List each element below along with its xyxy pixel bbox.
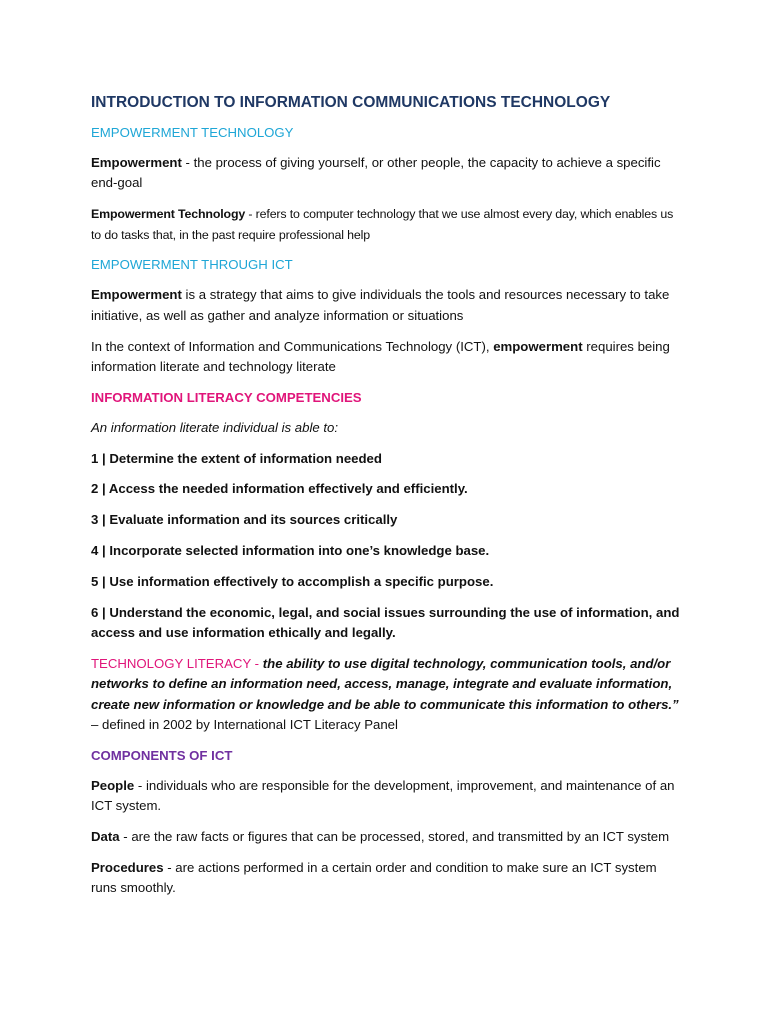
competency-item-3: 3 | Evaluate information and its sources critically <box>91 512 398 528</box>
section-heading-components-of-ict: COMPONENTS OF ICT <box>91 747 233 763</box>
competency-item-6: 6 | Understand the economic, legal, and social issues surrounding the use of information, and access and use information ethically and legally. <box>91 604 680 640</box>
ict-context-text-after: requires being information literate and technology literate <box>91 338 670 375</box>
paragraph-component-data <box>91 827 682 847</box>
document-title: INTRODUCTION TO INFORMATION COMMUNICATIONS TECHNOLOGY <box>91 94 611 111</box>
paragraph-component-people <box>91 776 682 817</box>
paragraph-ict-context <box>91 337 682 378</box>
section-heading-empowerment-technology: EMPOWERMENT TECHNOLOGY <box>91 125 294 140</box>
term-people: People <box>91 777 135 793</box>
competency-item-5: 5 | Use information effectively to accomplish a specific purpose. <box>91 573 494 589</box>
technology-literacy-dash: - <box>251 655 263 671</box>
people-definition-text: - individuals who are responsible for the development, improvement, and maintenance of an ICT system. <box>91 777 675 814</box>
competency-item-4: 4 | Incorporate selected information into one’s knowledge base. <box>91 543 490 558</box>
section-heading-empowerment-through-ict: EMPOWERMENT THROUGH ICT <box>91 257 293 273</box>
technology-literacy-definition: the ability to use digital technology, communication tools, and/or networks to define an information need, access, manage, integrate and evaluate information, create new information or knowledge and be able to communicate this information to others.” <box>91 655 679 712</box>
term-empowerment-technology: Empowerment Technology <box>91 207 246 222</box>
paragraph-technology-literacy <box>91 654 682 736</box>
term-procedures: Procedures <box>91 859 164 875</box>
empowerment-technology-definition-text: - refers to computer technology that we use almost every day, which enables us to do tasks that, in the past require professional help <box>91 207 674 242</box>
paragraph-empowerment-technology-definition <box>91 204 682 245</box>
procedures-definition-text: - are actions performed in a certain order and condition to make sure an ICT system runs smoothly. <box>91 859 657 896</box>
empowerment-strategy-text: is a strategy that aims to give individuals the tools and resources necessary to take initiative, as well as gather and analyze information or situations <box>91 287 670 323</box>
empowerment-definition-text: - the process of giving yourself, or other people, the capacity to achieve a specific end-goal <box>91 155 661 191</box>
term-empowerment-inline: empowerment <box>493 338 583 354</box>
ict-context-text-before: In the context of Information and Communications Technology (ICT), <box>91 338 494 354</box>
term-empowerment: Empowerment <box>91 155 182 170</box>
competency-item-1: 1 | Determine the extent of information needed <box>91 450 382 466</box>
information-literacy-intro: An information literate individual is able to: <box>91 419 339 435</box>
paragraph-empowerment-definition <box>91 153 682 194</box>
technology-literacy-attribution: – defined in 2002 by International ICT Literacy Panel <box>91 717 398 733</box>
paragraph-empowerment-strategy <box>91 285 682 326</box>
term-technology-literacy: TECHNOLOGY LITERACY <box>91 655 252 671</box>
data-definition-text: - are the raw facts or figures that can be processed, stored, and transmitted by an ICT system <box>119 829 670 845</box>
competency-item-2: 2 | Access the needed information effectively and efficiently. <box>91 481 468 497</box>
term-empowerment-strategy: Empowerment <box>91 287 182 303</box>
section-heading-information-literacy: INFORMATION LITERACY COMPETENCIES <box>91 389 362 405</box>
paragraph-component-procedures <box>91 858 682 899</box>
term-data: Data <box>91 829 120 845</box>
